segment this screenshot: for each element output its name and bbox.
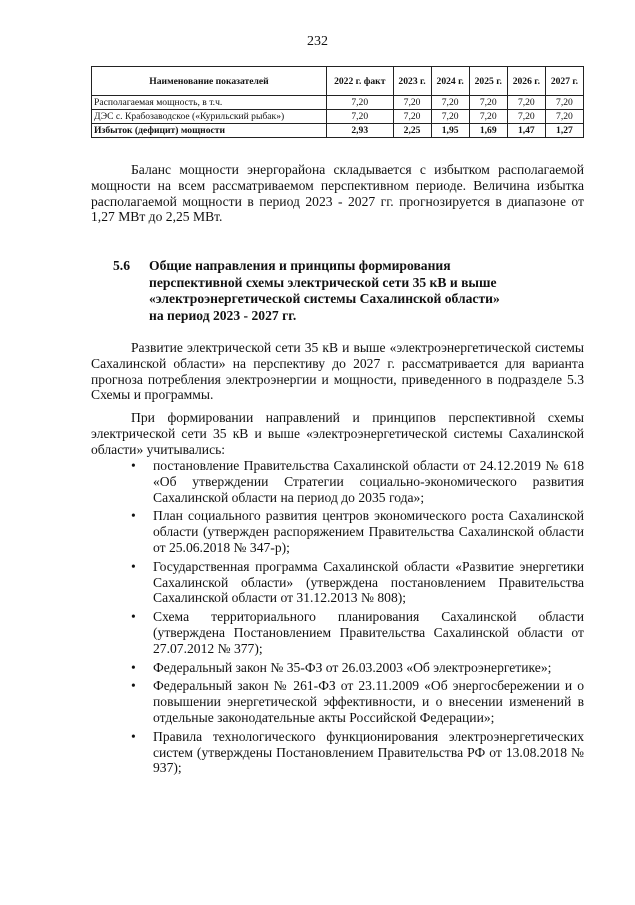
table-cell-name: Избыток (дефицит) мощности bbox=[92, 124, 327, 138]
table-cell: 1,95 bbox=[431, 124, 469, 138]
list-item-text: Правила технологического функционирования электроэнергетических систем (утверждены Постановлением Правительства РФ от 13.08.2018 № 937); bbox=[153, 728, 584, 776]
table-cell: 1,27 bbox=[545, 124, 583, 138]
table-header-row bbox=[92, 67, 584, 96]
table-cell: 1,47 bbox=[507, 124, 545, 138]
table-cell: 7,20 bbox=[469, 96, 507, 110]
table-cell: 7,20 bbox=[507, 96, 545, 110]
table-cell: 7,20 bbox=[469, 110, 507, 124]
section-title-line: на период 2023 - 2027 гг. bbox=[149, 307, 297, 323]
bullet-icon: • bbox=[131, 659, 136, 675]
list-item bbox=[91, 678, 584, 725]
table-header-2025: 2025 г. bbox=[469, 67, 507, 96]
section-title-line: перспективной схемы электрической сети 35 кВ и выше bbox=[149, 274, 497, 290]
table-cell: 2,93 bbox=[327, 124, 394, 138]
development-paragraph: Развитие электрической сети 35 кВ и выше «электроэнергетической системы Сахалинской области» на перспективу до 2027 г. рассматривается для варианта прогноза потребления электроэнергии и мощности, приведенного в подразделе 5.3 Схемы и программы. bbox=[91, 340, 584, 403]
table-cell: 7,20 bbox=[545, 110, 583, 124]
forming-paragraph: При формировании направлений и принципов перспективной схемы электрической сети 35 кВ и выше «электроэнергетической системы Сахалинской области» учитывались: bbox=[91, 410, 584, 457]
table-header-2024: 2024 г. bbox=[431, 67, 469, 96]
table-cell: 7,20 bbox=[431, 96, 469, 110]
list-item bbox=[91, 609, 584, 656]
list-item bbox=[91, 458, 584, 505]
list-item-text: постановление Правительства Сахалинской области от 24.12.2019 № 618 «Об утверждении Стратегии социально-экономического развития Сахалинской области на период до 2035 года»; bbox=[153, 458, 584, 505]
table-header-name: Наименование показателей bbox=[92, 67, 327, 96]
list-item-text: Схема территориального планирования Сахалинской области (утверждена Постановлением Правительства Сахалинской области от 27.07.2012 № 377); bbox=[153, 609, 584, 656]
table-header-2023: 2023 г. bbox=[393, 67, 431, 96]
table-header-2026: 2026 г. bbox=[507, 67, 545, 96]
section-title-text: Общие направления и принципы формирования bbox=[149, 258, 451, 273]
table-cell: 7,20 bbox=[431, 110, 469, 124]
bullet-icon: • bbox=[131, 609, 136, 625]
table-cell: 2,25 bbox=[393, 124, 431, 138]
section-heading bbox=[113, 258, 583, 324]
table-cell: 1,69 bbox=[469, 124, 507, 138]
table-row bbox=[92, 110, 584, 124]
bullet-icon: • bbox=[131, 678, 136, 694]
table-cell: 7,20 bbox=[327, 110, 394, 124]
table-cell: 7,20 bbox=[507, 110, 545, 124]
table-cell: 7,20 bbox=[393, 96, 431, 110]
bullet-icon: • bbox=[131, 508, 136, 524]
list-item-text: План социального развития центров экономического роста Сахалинской области (утвержден распоряжением Правительства Сахалинской области от 25.06.2018 № 347-р); bbox=[153, 508, 584, 555]
table-cell: 7,20 bbox=[327, 96, 394, 110]
page-number: 232 bbox=[307, 34, 328, 49]
section-title-line: «электроэнергетической системы Сахалинской области» bbox=[149, 291, 500, 307]
list-item-text: Федеральный закон № 35-ФЗ от 26.03.2003 «Об электроэнергетике»; bbox=[153, 659, 552, 675]
table-cell-name: ДЭС с. Крабозаводское («Курильский рыбак») bbox=[92, 110, 327, 124]
section-title-line bbox=[113, 258, 583, 275]
list-item-text: Государственная программа Сахалинской области «Развитие энергетики Сахалинской области» (утверждена постановлением Правительства Сахалинской области от 31.12.2013 № 808); bbox=[153, 558, 584, 606]
table-cell: 7,20 bbox=[393, 110, 431, 124]
table-header-2022: 2022 г. факт bbox=[327, 67, 394, 96]
bullet-icon: • bbox=[131, 558, 136, 574]
table-cell: 7,20 bbox=[545, 96, 583, 110]
bullet-icon: • bbox=[131, 728, 136, 744]
list-item bbox=[91, 559, 584, 606]
table-header-2027: 2027 г. bbox=[545, 67, 583, 96]
table-row-surplus bbox=[92, 124, 584, 138]
list-item-text: Федеральный закон № 261-ФЗ от 23.11.2009 «Об энергосбережении и о повышении энергетической эффективности, и о внесении изменений в отдельные законодательные акты Российской Федерации»; bbox=[153, 678, 584, 725]
balance-paragraph: Баланс мощности энергорайона складывается с избытком располагаемой мощности на всем рассматриваемом перспективном периоде. Величина избытка располагаемой мощности в период 2023 - 2027 гг. прогнозируется в диапазоне от 1,27 МВт до 2,25 МВт. bbox=[91, 162, 584, 225]
section-number: 5.6 bbox=[113, 258, 130, 273]
table-row bbox=[92, 96, 584, 110]
bullet-icon: • bbox=[131, 458, 136, 473]
table-cell-name: Располагаемая мощность, в т.ч. bbox=[92, 96, 327, 110]
list-item bbox=[91, 729, 584, 776]
considered-documents-list bbox=[91, 458, 584, 779]
list-item bbox=[91, 660, 584, 676]
list-item bbox=[91, 508, 584, 555]
power-balance-table bbox=[91, 66, 584, 138]
